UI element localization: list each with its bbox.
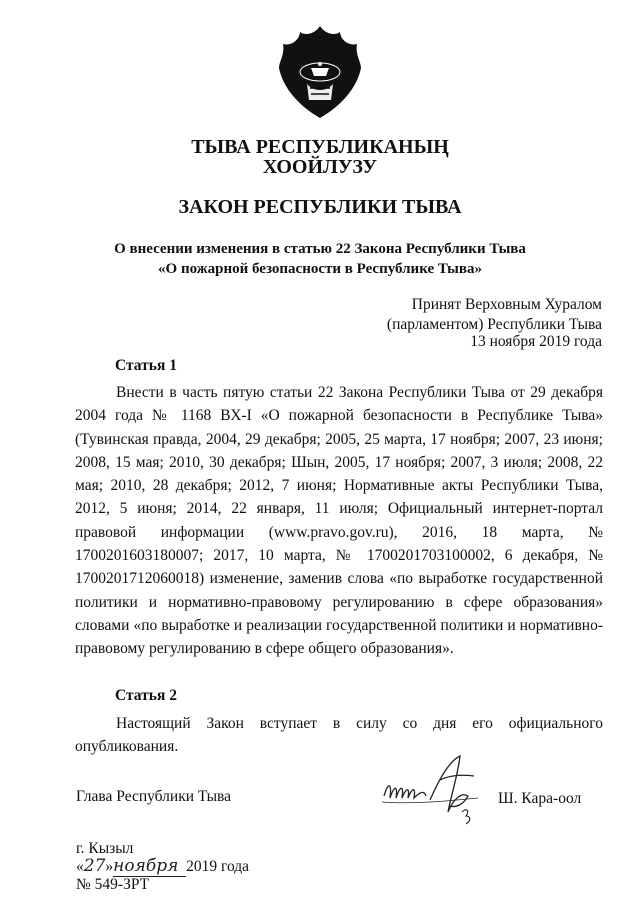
issue-date-day: 27 [83,856,106,876]
law-subtitle-line1: О внесении изменения в статью 22 Закона Республики Тыва [114,241,526,257]
adopted-date: 13 ноября 2019 года [470,333,602,350]
issue-city: г. Кызыл [76,840,134,857]
coat-of-arms-emblem [277,22,363,122]
law-subtitle-line2: «О пожарной безопасности в Республике Тыва» [158,261,482,277]
article-1-heading: Статья 1 [115,357,177,374]
republic-law-heading-tuvan-line2: ХООЙЛУЗУ [262,156,378,178]
adopted-line2: (парламентом) Республики Тыва [386,316,602,333]
issue-date-month: ноября [113,856,179,876]
law-number: № 549-ЗРТ [76,876,150,893]
signatory-name: Ш. Кара-оол [498,790,582,807]
signatory-title: Глава Республики Тыва [76,788,232,805]
adopted-line1: Принят Верховным Хуралом [411,296,602,313]
issue-date: «27»ноября 2019 года [76,856,250,876]
issue-date-year: 2019 года [186,858,250,875]
article-2-heading: Статья 2 [115,687,177,704]
republic-law-heading-tuvan-line1: ТЫВА РЕСПУБЛИКАНЫҢ [191,136,449,158]
article-1-text: Внести в часть пятую статьи 22 Закона Республики Тыва от 29 декабря 2004 года № 1168 ВХ-I «О пожарной безопасности в Республике Тыва» (Тувинская правда, 2004, 29 декабря; 2005, 25 марта, 17 ноября; 2007, 23 июня; 2008, 15 мая; 2010, 30 декабря; Шын, 2005, 17 ноября; 2007, 3 июля; 2008, 22 мая; 2010, 28 декабря; 2012, 7 июня; Нормативные акты Республики Тыва, 2012, 5 июня; 2014, 22 января, 11 июля; Официальный интернет-портал правовой информации (www.pravo.gov.ru), 2016, 18 марта, № 1700201603180007; 2017, 10 марта, № 1700201703100002, 6 декабря, № 1700201712060018) изменение, заменив слова «по выработке государственной политики и нормативно-правовому регулированию в сфере образования» словами «по выработке и реализации государственной политики и нормативно-правовому регулированию в сфере общего образования». [75,384,603,658]
article-2-text: Настоящий Закон вступает в силу со дня его официального опубликования. [75,715,603,756]
law-title: ЗАКОН РЕСПУБЛИКИ ТЫВА [178,196,462,218]
handwritten-signature [378,752,490,828]
